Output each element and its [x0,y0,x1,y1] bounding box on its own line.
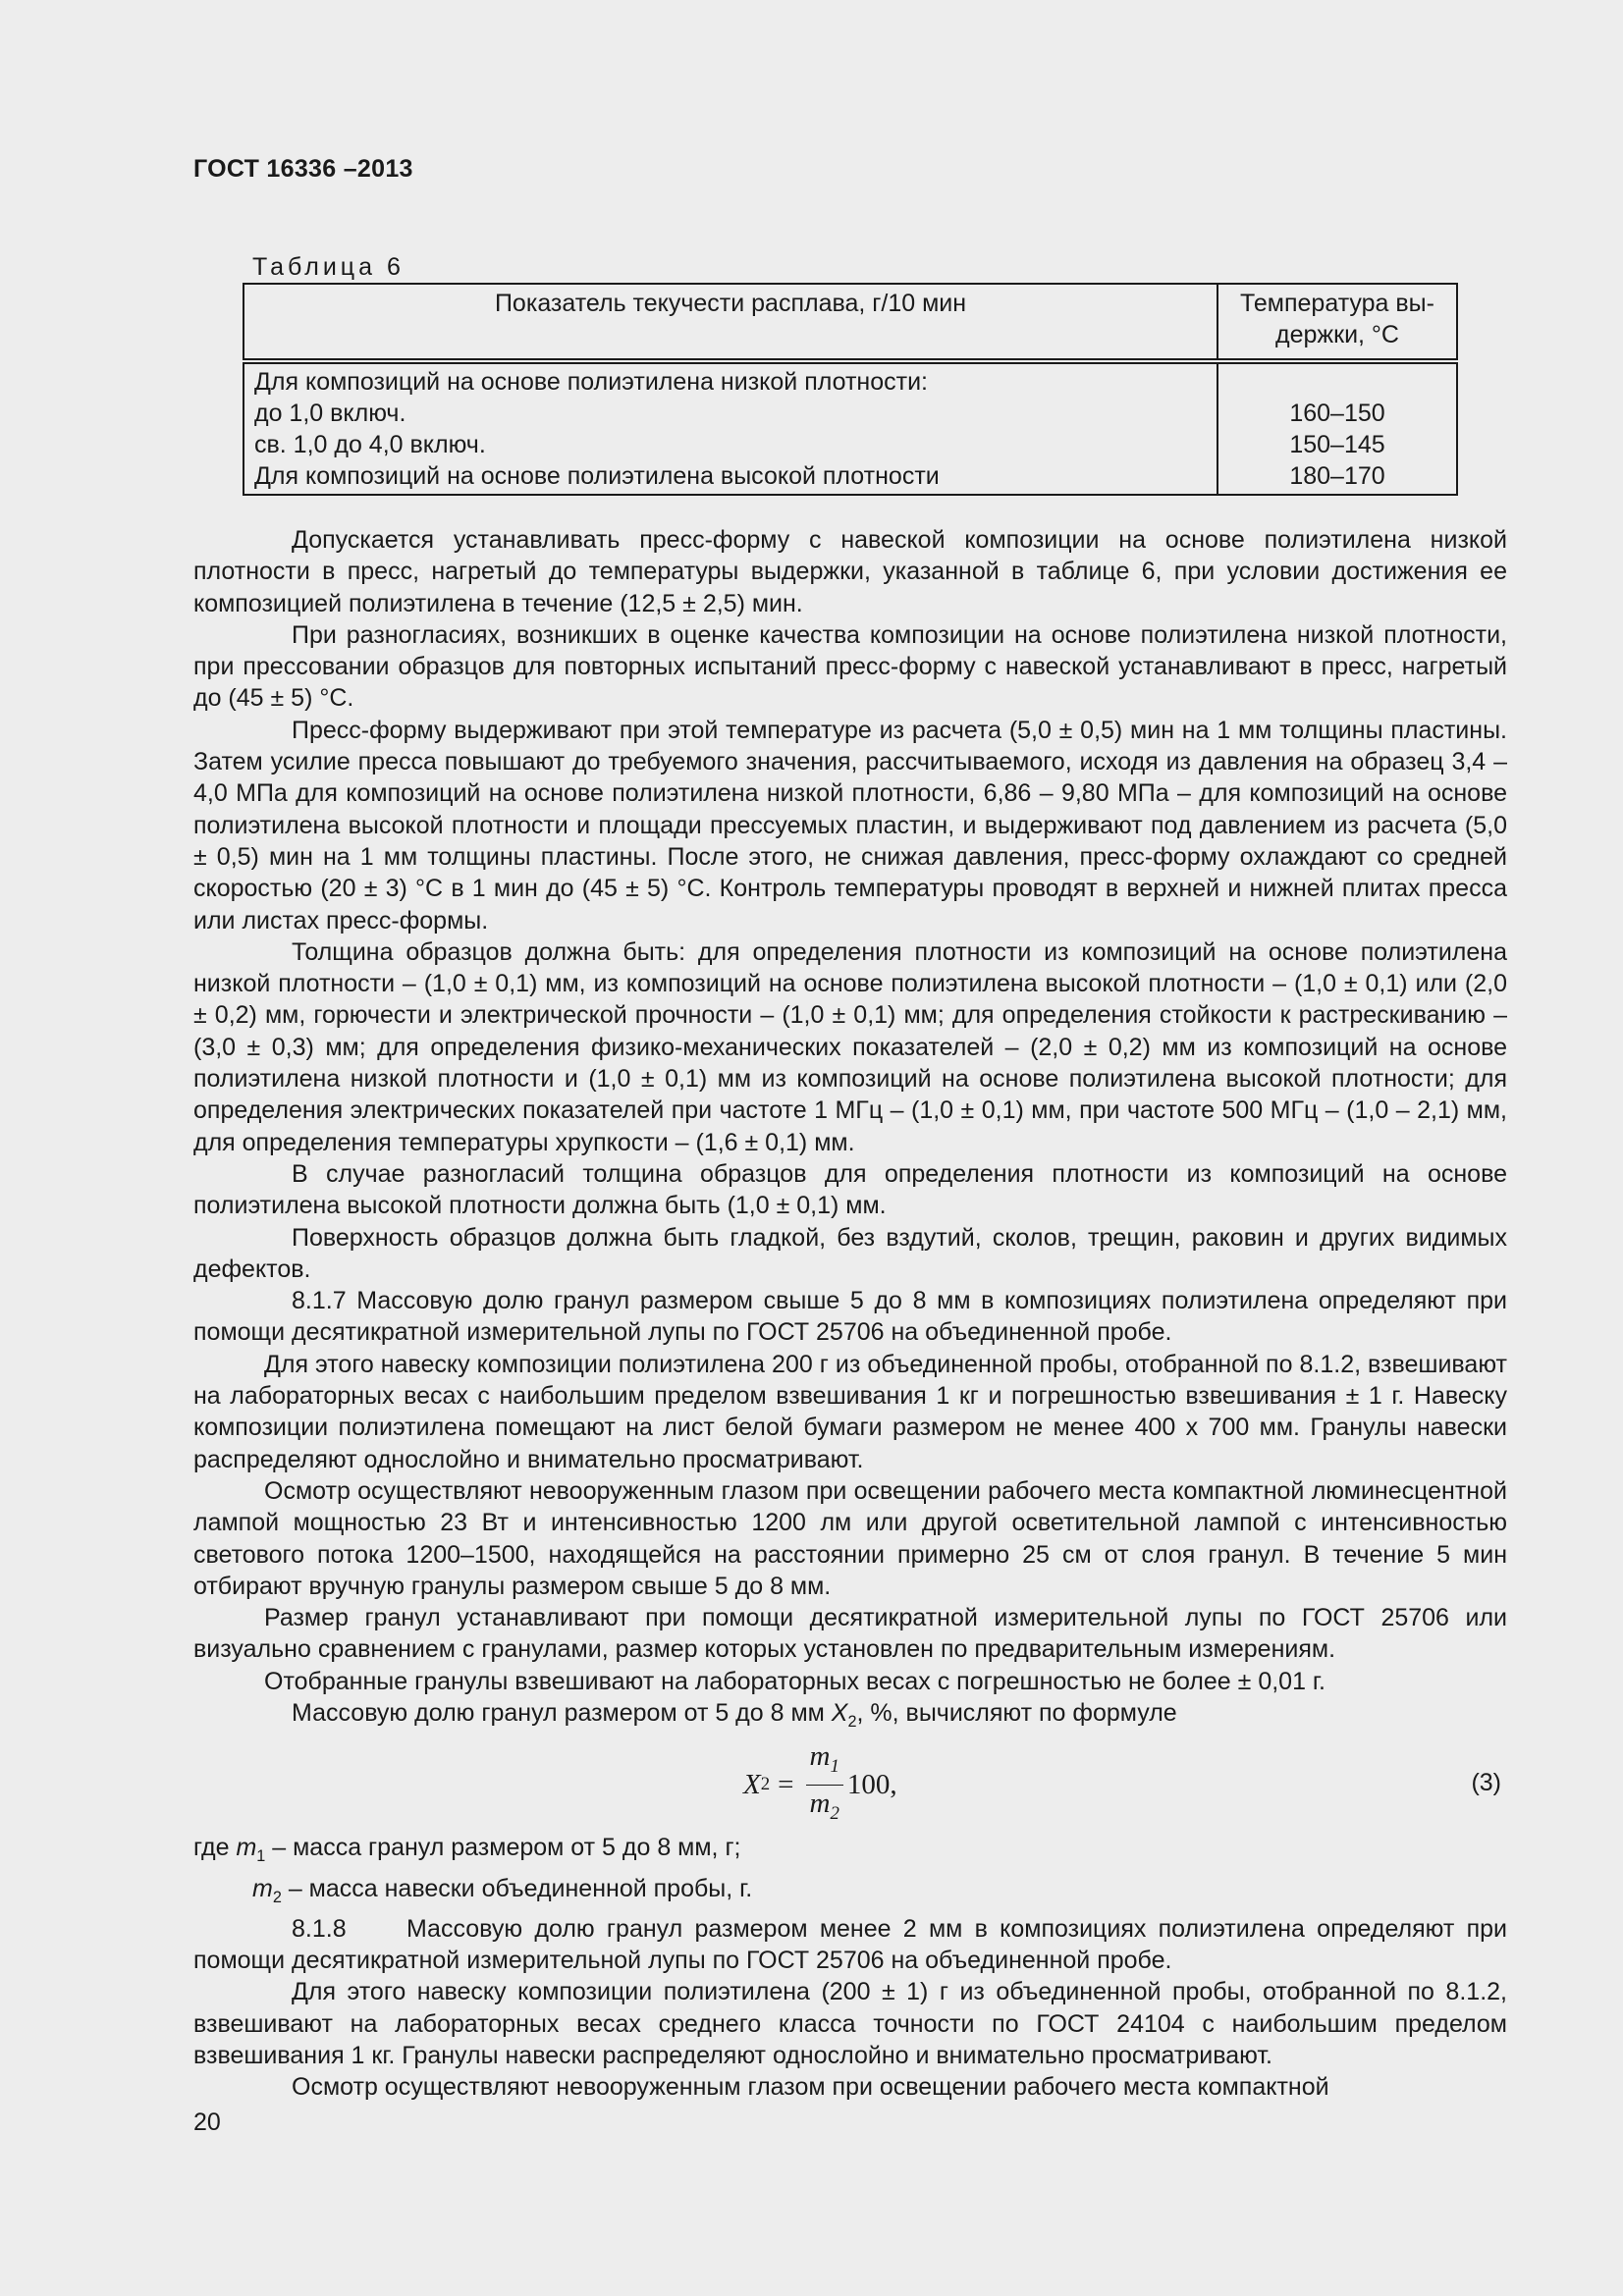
formula-legend-m2: $m_2$ – масса навески объединенной пробы, г. [252,1874,753,1906]
formula-number: (3) [1471,1769,1501,1797]
formula-3 [193,1741,1507,1828]
paragraph: Поверхность образцов должна быть гладкой, без вздутий, сколов, трещин, раковин и других видимых дефектов. [193,1223,1507,1283]
standard-header: ГОСТ 16336 –2013 [193,155,413,183]
table-6 [243,283,1458,496]
formula-legend-m1: где $m_1$ – масса гранул размером от 5 до 8 мм, г; [193,1834,741,1866]
table-body-labels [243,361,1217,495]
table-header-temperature: Температура вы- держки, °С [1217,284,1457,361]
paragraph: Для этого навеску композиции полиэтилена 200 г из объединенной пробы, отобранной по 8.1.2, взвешивают на лабораторных весах с наибольшим пределом взвешивания 1 кг и погрешностью взвешивания ± 1 г. Навеску композиции полиэтилена помещают на лист белой бумаги размером не менее 400 х 700 мм. Гранулы навески распределяют однослойно и внимательно просматривают. [193,1350,1507,1473]
paragraph: Для этого навеску композиции полиэтилена (200 ± 1) г из объединенной пробы, отобранной по 8.1.2, взвешивают на лабораторных весах среднего класса точности по ГОСТ 24104 с наибольшим пределом взвешивания 1 кг. Гранулы навески распределяют однослойно и внимательно просматривают. [193,1978,1507,2070]
paragraph: Осмотр осуществляют невооруженным глазом при освещении рабочего места компактной люминесцентной лампой мощностью 23 Вт и интенсивностью 1200 лм или другой осветительной лампой с интенсивностью светового потока 1200–1500, находящейся на расстоянии примерно 25 см от слоя гранул. В течение 5 мин отбирают вручную гранулы размером свыше 5 до 8 мм. [193,1476,1507,1600]
table-row-value: 180–170 [1289,462,1385,490]
table-row-value: 150–145 [1289,431,1385,458]
paragraph: Отобранные гранулы взвешивают на лабораторных весах с погрешностью не более ± 0,01 г. [264,1667,1325,1695]
paragraph: Размер гранул устанавливают при помощи десятикратной измерительной лупы по ГОСТ 25706 или визуально сравнением с гранулами, размер которых установлен по предварительным измерениям. [193,1604,1507,1664]
paragraph: Осмотр осуществляют невооруженным глазом при освещении рабочего места компактной [292,2073,1329,2102]
paragraph: Допускается устанавливать пресс-форму с навеской композиции на основе полиэтилена низкой плотности в пресс, нагретый до температуры выдержки, указанной в таблице 6, при условии достижения ее композицией полиэтилена в течение (12,5 ± 2,5) мин. [193,526,1507,617]
table-row-label: до 1,0 включ. [254,400,406,427]
paragraph: Пресс-форму выдерживают при этой температуре из расчета (5,0 ± 0,5) мин на 1 мм толщины пластины. Затем усилие пресса повышают до требуемого значения, рассчитываемого, исходя из давления на образец 3,4 – 4,0 МПа для композиций на основе полиэтилена низкой плотности, 6,86 – 9,80 МПа – для композиций на основе полиэтилена высокой плотности и площади прессуемых пластин, и выдерживают под давлением из расчета (5,0 ± 0,5) мин на 1 мм толщины пластины. После этого, не снижая давления, пресс-форму охлаждают со средней скоростью (20 ± 3) °С в 1 мин до (45 ± 5) °С. Контроль температуры проводят в верхней и нижней плитах пресса или листах пресс-формы. [193,716,1507,934]
paragraph: При разногласиях, возникших в оценке качества композиции на основе полиэтилена низкой плотности, при прессовании образцов для повторных испытаний пресс-форму с навеской устанавливают в пресс, нагретый до (45 ± 5) °С. [193,620,1507,713]
formula-fraction: $\frac{m_1}{m_2}$ [806,1740,843,1830]
body-text [193,524,1514,2104]
table-caption: Таблица 6 [252,253,405,281]
table-body-row [243,361,1457,495]
table-row-value [1226,366,1448,398]
paragraph: В случае разногласий толщина образцов для определения плотности из композиций на основе полиэтилена высокой плотности должна быть (1,0 ± 0,1) мм. [193,1159,1507,1220]
table-header-row [243,284,1457,361]
section-8-1-7: 8.1.7 Массовую долю гранул размером свыше 5 до 8 мм в композициях полиэтилена определяют при помощи десятикратной измерительной лупы по ГОСТ 25706 на объединенной пробе. [193,1287,1507,1347]
section-8-1-8: 8.1.8 Массовую долю гранул размером менее 2 мм в композициях полиэтилена определяют при помощи десятикратной измерительной лупы по ГОСТ 25706 на объединенной пробе. [193,1914,1514,1975]
formula-expression: X 2 = $\frac{m_1}{m_2}$ 100 , [743,1741,897,1828]
formula-intro: Массовую долю гранул размером от 5 до 8 мм $X_2$, %, вычисляют по формуле [292,1698,1177,1731]
table-row-label: св. 1,0 до 4,0 включ. [254,431,486,458]
table-row-value: 160–150 [1289,400,1385,427]
table-header-melt-flow: Показатель текучести расплава, г/10 мин [243,284,1217,361]
table-row-label: Для композиций на основе полиэтилена низкой плотности: [254,368,928,396]
paragraph: Толщина образцов должна быть: для определения плотности из композиций на основе полиэтилена низкой плотности – (1,0 ± 0,1) мм, из композиций на основе полиэтилена высокой плотности – (1,0 ± 0,1) или (2,0 ± 0,2) мм, горючести и электрической прочности – (1,0 ± 0,1) мм; для определения стойкости к растрескиванию – (3,0 ± 0,3) мм; для определения физико-механических показателей – (2,0 ± 0,2) мм из композиций на основе полиэтилена низкой плотности и (1,0 ± 0,1) мм из композиций на основе полиэтилена высокой плотности; для определения электрических показателей при частоте 1 МГц – (1,0 ± 0,1) мм, при частоте 500 МГц – (1,0 – 2,1) мм, для определения температуры хрупкости – (1,6 ± 0,1) мм. [193,937,1507,1156]
table-row-label: Для композиций на основе полиэтилена высокой плотности [254,462,940,490]
table-body-values [1217,361,1457,495]
page-number: 20 [193,2109,221,2136]
